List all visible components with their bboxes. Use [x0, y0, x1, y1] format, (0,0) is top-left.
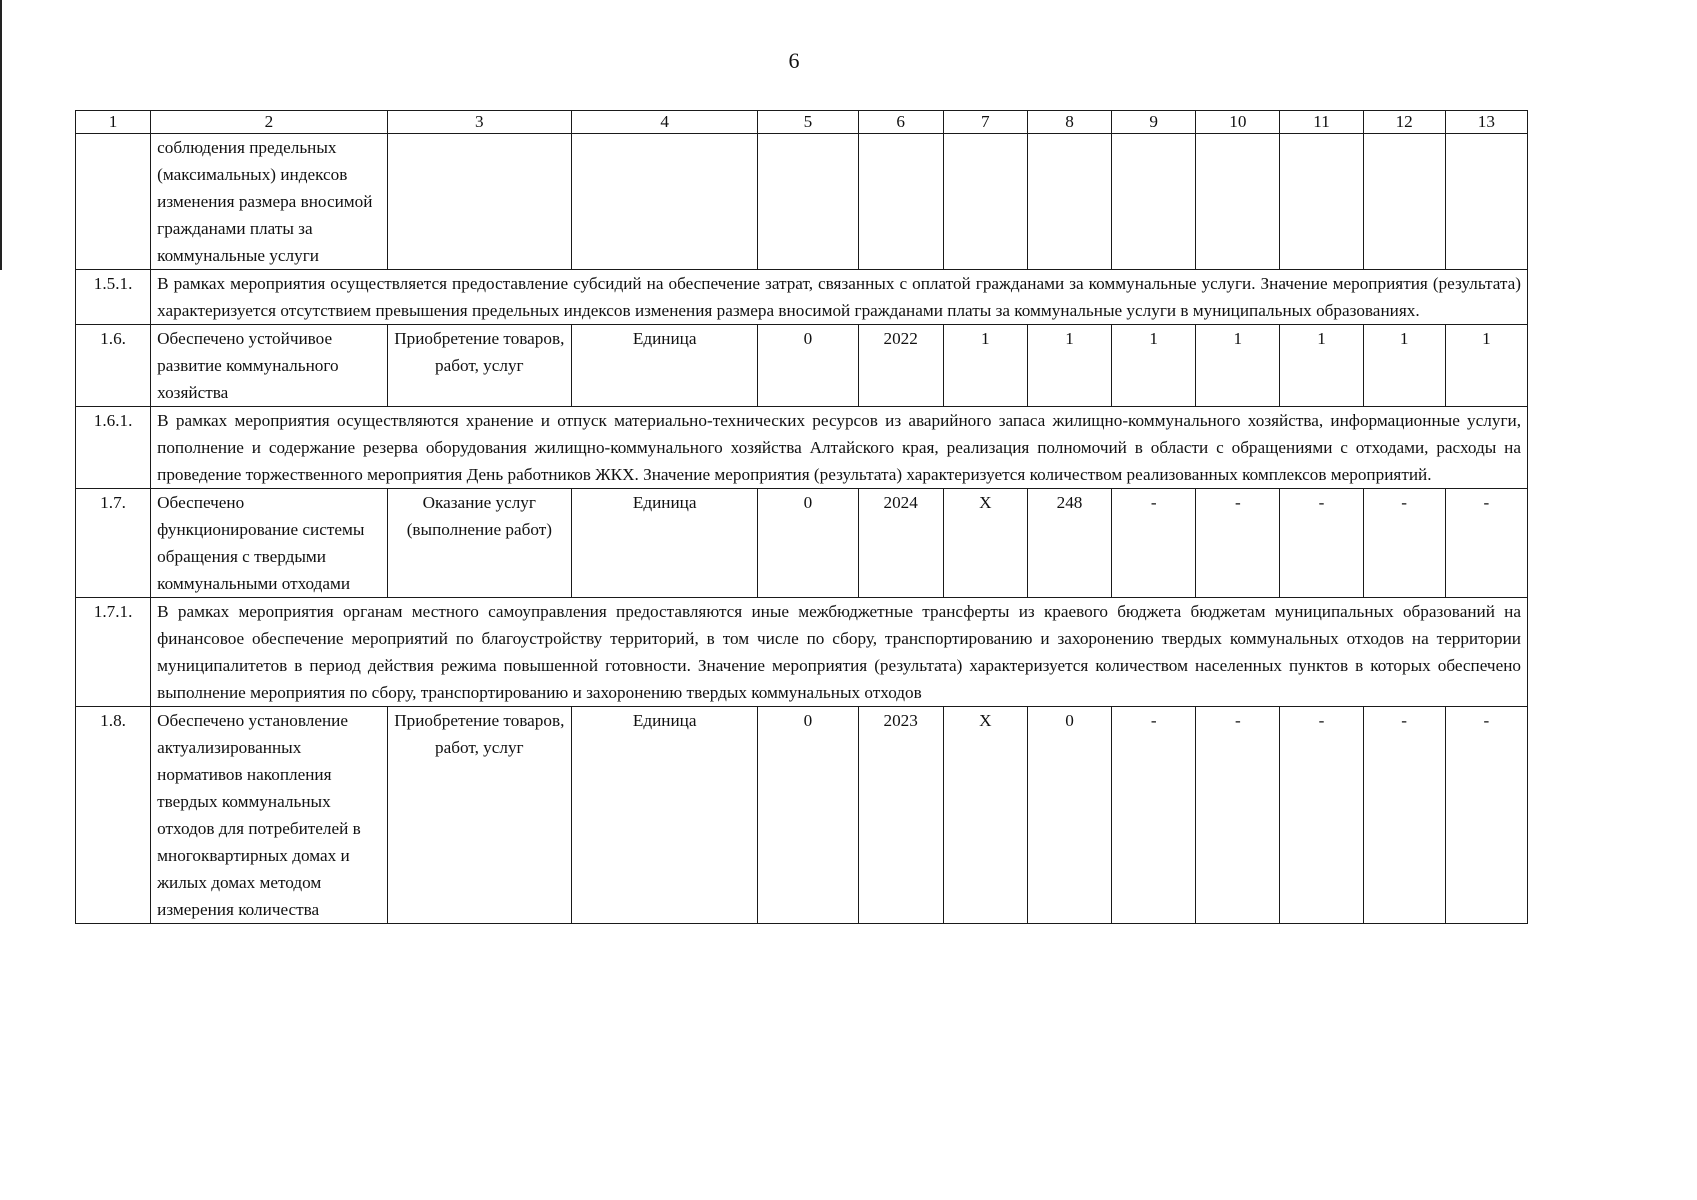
base-value-cell: 0 [758, 325, 858, 407]
header-cell: 10 [1196, 111, 1280, 134]
header-cell: 12 [1363, 111, 1445, 134]
row-number-cell: 1.8. [76, 707, 151, 924]
row-number-cell: 1.6. [76, 325, 151, 407]
table-row [76, 707, 1528, 924]
unit-cell: Единица [572, 325, 758, 407]
description-row [76, 407, 1528, 489]
table-row [76, 325, 1528, 407]
unit-cell: Единица [572, 707, 758, 924]
base-value-cell: 0 [758, 707, 858, 924]
header-cell: 11 [1280, 111, 1363, 134]
value-cell: - [1280, 489, 1363, 598]
value-cell: 1 [1027, 325, 1111, 407]
value-cell: 1 [1196, 325, 1280, 407]
header-cell: 1 [76, 111, 151, 134]
row-number-cell: 1.5.1. [76, 270, 151, 325]
cell [1280, 134, 1363, 270]
value-cell: 1 [1363, 325, 1445, 407]
header-cell: 6 [858, 111, 943, 134]
header-cell: 2 [151, 111, 387, 134]
base-year-cell: 2023 [858, 707, 943, 924]
base-year-cell: 2022 [858, 325, 943, 407]
row-number-cell [76, 134, 151, 270]
description-row [76, 598, 1528, 707]
result-name-cell: Обеспечено устойчивое развитие коммунального хозяйства [151, 325, 387, 407]
header-cell: 4 [572, 111, 758, 134]
cell [1445, 134, 1527, 270]
base-year-cell: 2024 [858, 489, 943, 598]
header-cell: 7 [943, 111, 1027, 134]
header-cell: 5 [758, 111, 858, 134]
value-cell: - [1445, 707, 1527, 924]
value-cell: Х [943, 489, 1027, 598]
cell [858, 134, 943, 270]
description-row [76, 270, 1528, 325]
result-type-cell: Оказание услуг (выполнение работ) [387, 489, 571, 598]
cell [943, 134, 1027, 270]
value-cell: 1 [1445, 325, 1527, 407]
header-cell: 3 [387, 111, 571, 134]
table-row [76, 134, 1528, 270]
unit-cell: Единица [572, 489, 758, 598]
value-cell: - [1280, 707, 1363, 924]
result-name-cell: Обеспечено установление актуализированных нормативов накопления твердых коммунальных отходов для потребителей в многоквартирных домах и жилых домах методом измерения количества [151, 707, 387, 924]
value-cell: - [1363, 489, 1445, 598]
cell [387, 134, 571, 270]
value-cell: - [1196, 489, 1280, 598]
cell [1363, 134, 1445, 270]
value-cell: - [1445, 489, 1527, 598]
cell [1196, 134, 1280, 270]
value-cell: - [1112, 489, 1196, 598]
header-cell: 9 [1112, 111, 1196, 134]
cell [572, 134, 758, 270]
value-cell: 1 [1112, 325, 1196, 407]
page-number: 6 [788, 48, 800, 73]
description-cell: В рамках мероприятия осуществляется предоставление субсидий на обеспечение затрат, связанных с оплатой гражданами за коммунальные услуги. Значение мероприятия (результата) характеризуется отсутствием превышения предельных индексов изменения размера вносимой гражданами платы за коммунальные услуги в муниципальных образованиях. [151, 270, 1528, 325]
value-cell: 0 [1027, 707, 1111, 924]
cell [758, 134, 858, 270]
table-body [76, 111, 1528, 924]
value-cell: 1 [943, 325, 1027, 407]
program-table [75, 110, 1528, 924]
row-number-cell: 1.7. [76, 489, 151, 598]
result-type-cell: Приобретение товаров, работ, услуг [387, 325, 571, 407]
description-cell: В рамках мероприятия органам местного самоуправления предоставляются иные межбюджетные трансферты из краевого бюджета бюджетам муниципальных образований на финансовое обеспечение мероприятий по благоустройству территорий, в том числе по сбору, транспортированию и захоронению твердых коммунальных отходов на территории муниципалитетов в период действия режима повышенной готовности. Значение мероприятия (результата) характеризуется количеством населенных пунктов в которых обеспечено выполнение мероприятия по сбору, транспортированию и захоронению твердых коммунальных отходов [151, 598, 1528, 707]
page-left-edge [0, 0, 2, 270]
value-cell: Х [943, 707, 1027, 924]
row-number-cell: 1.7.1. [76, 598, 151, 707]
base-value-cell: 0 [758, 489, 858, 598]
row-number-cell: 1.6.1. [76, 407, 151, 489]
result-name-cell: соблюдения предельных (максимальных) индексов изменения размера вносимой гражданами платы за коммунальные услуги [151, 134, 387, 270]
description-cell: В рамках мероприятия осуществляются хранение и отпуск материально-технических ресурсов из аварийного запаса жилищно-коммунального хозяйства, информационные услуги, пополнение и содержание резерва оборудования жилищно-коммунального хозяйства Алтайского края, реализация полномочий в области с обращениями с отходами, расходы на проведение торжественного мероприятия День работников ЖКХ. Значение мероприятия (результата) характеризуется количеством реализованных комплексов мероприятий. [151, 407, 1528, 489]
value-cell: 1 [1280, 325, 1363, 407]
cell [1027, 134, 1111, 270]
value-cell: - [1112, 707, 1196, 924]
table-header-row [76, 111, 1528, 134]
table-row [76, 489, 1528, 598]
value-cell: 248 [1027, 489, 1111, 598]
header-cell: 8 [1027, 111, 1111, 134]
result-name-cell: Обеспечено функционирование системы обращения с твердыми коммунальными отходами [151, 489, 387, 598]
value-cell: - [1196, 707, 1280, 924]
value-cell: - [1363, 707, 1445, 924]
header-cell: 13 [1445, 111, 1527, 134]
cell [1112, 134, 1196, 270]
result-type-cell: Приобретение товаров, работ, услуг [387, 707, 571, 924]
